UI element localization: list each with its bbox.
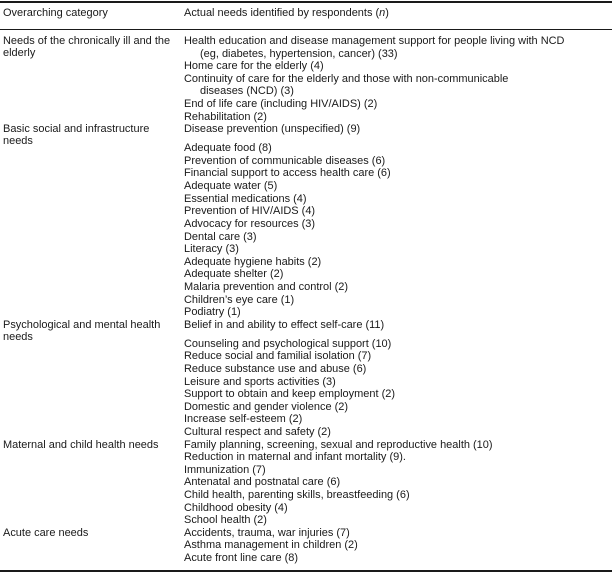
header-category: Overarching category <box>3 7 108 19</box>
need-item: Advocacy for resources (3) <box>184 217 316 230</box>
need-item: Childhood obesity (4) <box>184 501 288 514</box>
need-item: Child health, parenting skills, breastfeeding (6) <box>184 489 410 501</box>
need-item: Adequate shelter (2) <box>184 268 284 281</box>
category-psychological-mental-health: Psychological and mental health needs <box>3 318 161 343</box>
need-item: Adequate food (8) <box>184 142 272 155</box>
need-item: Family planning, screening, sexual and reproductive health (10) <box>184 438 493 451</box>
need-item: School health (2) <box>184 514 267 527</box>
need-item: Increase self-esteem (2) <box>184 413 303 426</box>
need-item: Asthma management in children (2) <box>184 539 358 552</box>
need-item: Continuity of care for the elderly and those with non-communicable <box>184 72 509 85</box>
need-item: Disease prevention (unspecified) (9) <box>184 123 361 136</box>
need-item: Health education and disease management support for people living with NCD <box>184 35 565 47</box>
need-item: Literacy (3) <box>184 243 239 256</box>
bottom-rule <box>0 570 612 572</box>
need-item: Counseling and psychological support (10) <box>184 337 392 350</box>
header-n-symbol: n <box>379 7 386 19</box>
need-item: Home care for the elderly (4) <box>184 60 324 73</box>
need-item: Acute front line care (8) <box>184 552 299 564</box>
need-item: Rehabilitation (2) <box>184 110 267 123</box>
need-item: Financial support to access health care (6) <box>184 167 391 180</box>
category-chronically-ill-elderly: Needs of the chronically ill and the elderly <box>3 35 171 60</box>
need-item-continuation: (eg, diabetes, hypertension, cancer) (33) <box>200 47 398 60</box>
header-needs-text: Actual needs identified by respondents ( <box>184 7 380 19</box>
need-item: Reduce substance use and abuse (6) <box>184 362 367 375</box>
need-item: Adequate water (5) <box>184 180 278 192</box>
need-item: Malaria prevention and control (2) <box>184 280 349 293</box>
need-item: Antenatal and postnatal care (6) <box>184 476 341 489</box>
need-item: Domestic and gender violence (2) <box>184 400 349 413</box>
need-item: Children’s eye care (1) <box>184 293 295 306</box>
category-basic-social-infrastructure: Basic social and infrastructure needs <box>3 123 150 148</box>
need-item: Prevention of HIV/AIDS (4) <box>184 205 316 218</box>
need-item: Accidents, trauma, war injuries (7) <box>184 526 350 539</box>
need-item: Cultural respect and safety (2) <box>184 425 331 438</box>
need-item: Belief in and ability to effect self-care (11) <box>184 318 385 331</box>
need-item: Essential medications (4) <box>184 192 307 205</box>
need-item: Podiatry (1) <box>184 306 241 319</box>
need-item: End of life care (including HIV/AIDS) (2) <box>184 98 378 110</box>
need-item: Prevention of communicable diseases (6) <box>184 154 386 167</box>
header-rule <box>0 29 612 30</box>
need-item: Adequate hygiene habits (2) <box>184 255 322 268</box>
category-maternal-child-health: Maternal and child health needs <box>3 438 159 451</box>
header-needs-close: ) <box>385 7 389 19</box>
top-rule <box>0 1 612 3</box>
header-needs <box>184 7 389 19</box>
need-item: Support to obtain and keep employment (2) <box>184 388 395 401</box>
category-acute-care: Acute care needs <box>3 526 89 539</box>
need-item: Immunization (7) <box>184 463 266 476</box>
need-item: Leisure and sports activities (3) <box>184 375 336 388</box>
need-item: Reduce social and familial isolation (7) <box>184 350 372 363</box>
need-item: Dental care (3) <box>184 230 257 243</box>
need-item: Reduction in maternal and infant mortality (9). <box>184 451 406 464</box>
need-item-continuation: diseases (NCD) (3) <box>200 85 294 98</box>
